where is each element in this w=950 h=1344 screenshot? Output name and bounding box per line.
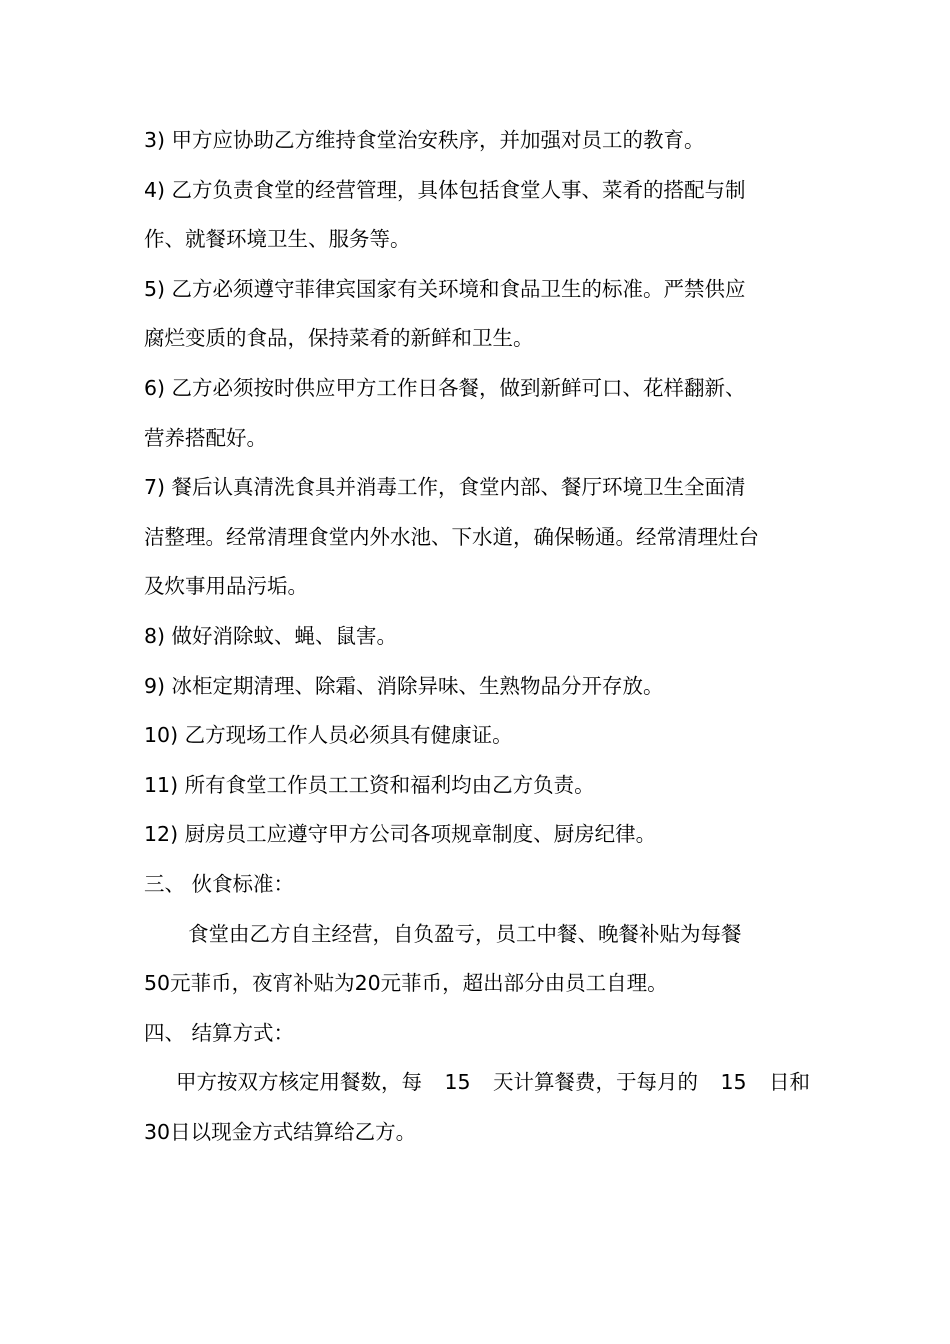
clause-4-line-2: 作、就餐环境卫生、服务等。	[144, 227, 411, 252]
clause-12: 12) 厨房员工应遵守甲方公司各项规章制度、厨房纪律。	[144, 822, 657, 847]
section-4-part-1: 甲方按双方核定用餐数，每	[176, 1070, 422, 1095]
document-body	[144, 116, 810, 1157]
section-4-part-3: 天计算餐费，于每月的	[493, 1070, 698, 1095]
clause-4-line-1: 4) 乙方负责食堂的经营管理，具体包括食堂人事、菜肴的搭配与制	[144, 177, 746, 202]
section-3-para-line-1: 食堂由乙方自主经营，自负盈亏，员工中餐、晚餐补贴为每餐	[188, 921, 742, 946]
clause-5-line-1: 5) 乙方必须遵守菲律宾国家有关环境和食品卫生的标准。严禁供应	[144, 276, 746, 301]
section-4-heading: 四、 结算方式：	[144, 1020, 295, 1045]
section-4-para-line-2: 30日以现金方式结算给乙方。	[144, 1119, 417, 1144]
clause-6-line-2: 营养搭配好。	[144, 425, 267, 450]
section-4-part-2: 15	[444, 1070, 471, 1095]
clause-7-line-2: 洁整理。经常清理食堂内外水池、下水道，确保畅通。经常清理灶台	[144, 524, 759, 549]
clause-8: 8) 做好消除蚊、蝇、鼠害。	[144, 623, 398, 648]
section-4-part-4: 15	[720, 1070, 747, 1095]
clause-6-line-1: 6) 乙方必须按时供应甲方工作日各餐，做到新鲜可口、花样翻新、	[144, 375, 746, 400]
clause-3: 3) 甲方应协助乙方维持食堂治安秩序，并加强对员工的教育。	[144, 128, 705, 152]
section-4-part-5: 日和	[769, 1070, 810, 1095]
clause-5-line-2: 腐烂变质的食品，保持菜肴的新鲜和卫生。	[144, 326, 534, 351]
clause-11: 11) 所有食堂工作员工工资和福利均由乙方负责。	[144, 772, 595, 797]
clause-10: 10) 乙方现场工作人员必须具有健康证。	[144, 723, 513, 748]
clause-7-line-1: 7) 餐后认真清洗食具并消毒工作，食堂内部、餐厅环境卫生全面清	[144, 475, 746, 500]
section-4-para-line-1	[144, 1058, 810, 1108]
clause-7-line-3: 及炊事用品污垢。	[144, 574, 308, 599]
section-3-heading: 三、 伙食标准：	[144, 871, 295, 896]
section-3-para-line-2: 50元菲币，夜宵补贴为20元菲币，超出部分由员工自理。	[144, 971, 668, 996]
clause-9: 9) 冰柜定期清理、除霜、消除异味、生熟物品分开存放。	[144, 673, 664, 698]
